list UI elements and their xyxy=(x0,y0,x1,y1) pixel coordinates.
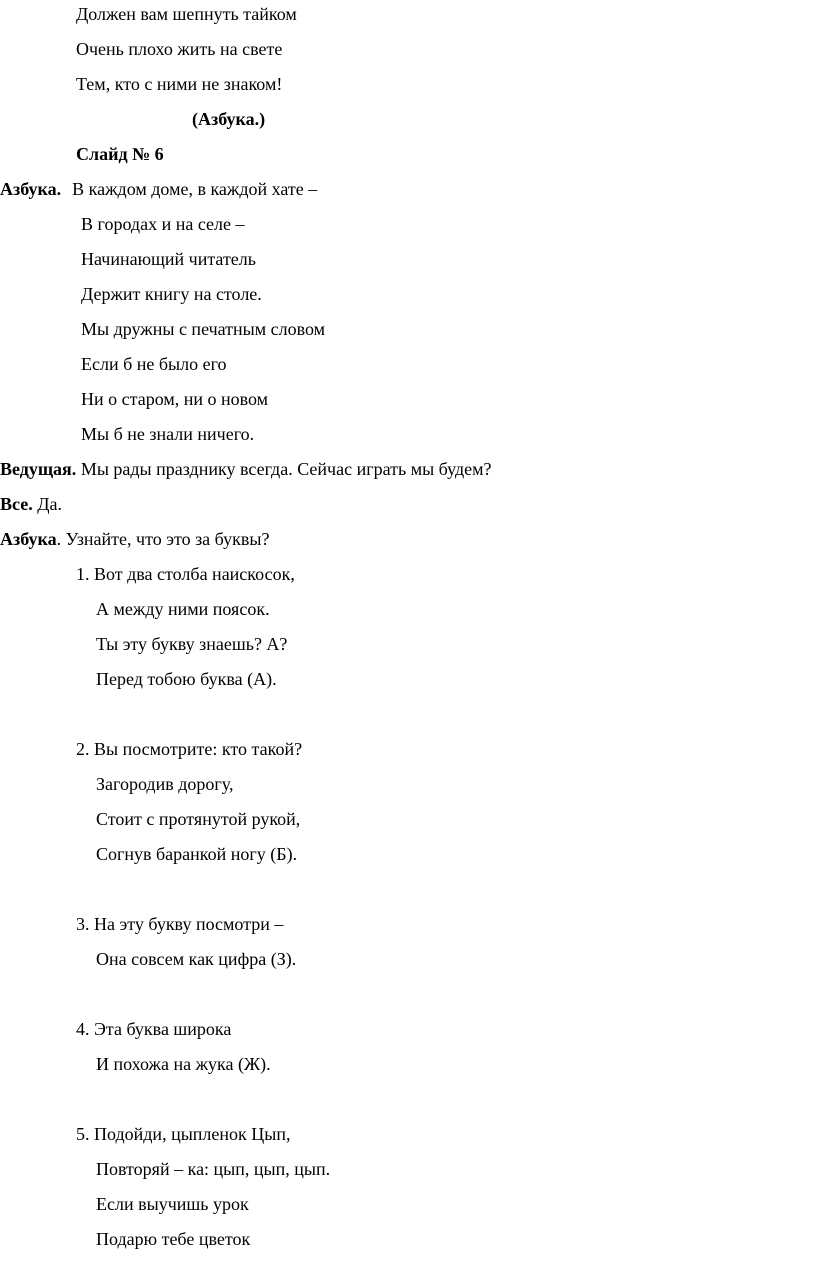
riddle-line: 1. Вот два столба наискосок, xyxy=(76,564,295,584)
intro-author: (Азбука.) xyxy=(192,109,266,129)
speaker-label: Азбука xyxy=(0,529,57,549)
dialogue-text: Да. xyxy=(32,494,62,514)
verse-line: В городах и на селе – xyxy=(81,214,245,234)
riddle-line: 4. Эта буква широка xyxy=(76,1019,232,1039)
riddle-line: Перед тобою буква (А). xyxy=(96,669,277,689)
riddle-line: Она совсем как цифра (З). xyxy=(96,949,297,969)
riddle-line: Согнув баранкой ногу (Б). xyxy=(96,844,298,864)
verse-line: Держит книгу на столе. xyxy=(81,284,262,304)
azbuka-verse-first-line xyxy=(0,178,317,200)
riddle-line: Ты эту букву знаешь? А? xyxy=(96,634,288,654)
riddle-line: Если выучишь урок xyxy=(96,1194,249,1214)
dialogue-text: Мы рады празднику всегда. Сейчас играть мы будем? xyxy=(76,459,492,479)
riddle-line: Подарю тебе цветок xyxy=(96,1229,251,1249)
speaker-label: Азбука. xyxy=(0,179,62,199)
intro-line: Тем, кто с ними не знаком! xyxy=(76,74,283,94)
riddle-line: Повторяй – ка: цып, цып, цып. xyxy=(96,1159,331,1179)
riddle-line: И похожа на жука (Ж). xyxy=(96,1054,271,1074)
dialogue-line xyxy=(0,458,492,480)
riddle-line: Стоит с протянутой рукой, xyxy=(96,809,301,829)
intro-line: Должен вам шепнуть тайком xyxy=(76,4,297,24)
verse-line: Если б не было его xyxy=(81,354,227,374)
slide-title: Слайд № 6 xyxy=(76,144,164,164)
speaker-label: Все. xyxy=(0,494,33,514)
verse-line: В каждом доме, в каждой хате – xyxy=(72,179,318,199)
verse-line: Мы дружны с печатным словом xyxy=(81,319,326,339)
riddle-line: 3. На эту букву посмотри – xyxy=(76,914,284,934)
dialogue-text: . Узнайте, что это за буквы? xyxy=(56,529,270,549)
intro-line: Очень плохо жить на свете xyxy=(76,39,283,59)
riddle-line: А между ними поясок. xyxy=(96,599,270,619)
verse-line: Ни о старом, ни о новом xyxy=(81,389,269,409)
verse-line: Мы б не знали ничего. xyxy=(81,424,255,444)
verse-line: Начинающий читатель xyxy=(81,249,256,269)
speaker-label: Ведущая. xyxy=(0,459,77,479)
dialogue-line xyxy=(0,528,269,550)
dialogue-line xyxy=(0,493,62,515)
riddle-line: 5. Подойди, цыпленок Цып, xyxy=(76,1124,291,1144)
riddle-line: Загородив дорогу, xyxy=(96,774,234,794)
riddle-line: 2. Вы посмотрите: кто такой? xyxy=(76,739,303,759)
